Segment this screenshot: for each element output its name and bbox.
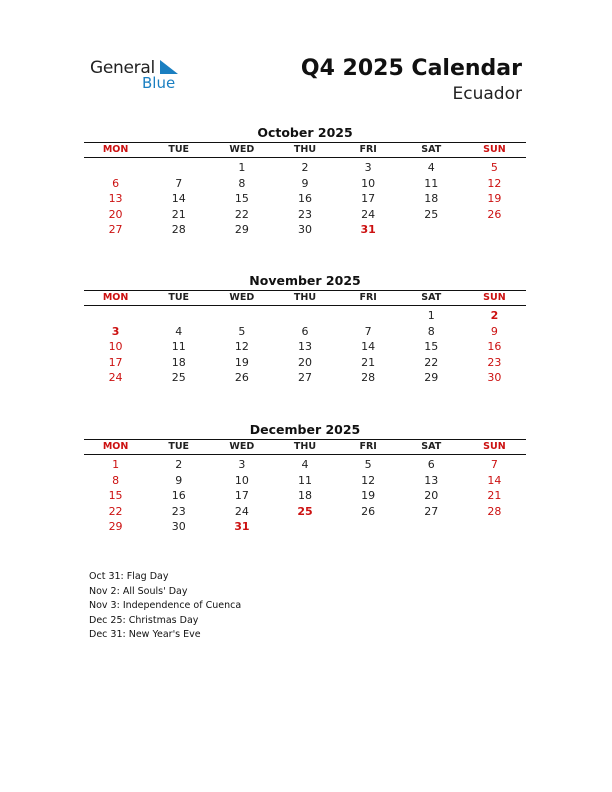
day-cell: 4 [427, 161, 435, 174]
empty-cell [273, 308, 336, 324]
day-cell: 18 [297, 489, 312, 503]
day-cell: 8 [238, 176, 246, 190]
day-cell: 14 [487, 473, 502, 487]
holiday-item: Nov 2: All Souls' Day [89, 585, 188, 597]
day-cell: 28 [171, 223, 186, 237]
weekday-label: FRI [359, 292, 377, 303]
day-cell: 10 [361, 176, 376, 190]
day-cell: 9 [490, 324, 498, 338]
day-cell: 1 [427, 309, 435, 322]
day-cell: 20 [297, 355, 312, 369]
day-cell: 18 [424, 192, 439, 206]
empty-cell [337, 308, 400, 324]
weekday-label: THU [293, 441, 317, 452]
day-cell: 30 [171, 520, 186, 534]
day-cell: 12 [487, 176, 502, 190]
day-cell: 23 [487, 355, 502, 369]
weekday-label: SUN [483, 441, 506, 452]
month-october [84, 125, 526, 238]
day-cell: 27 [297, 371, 312, 385]
weekday-label: THU [293, 292, 317, 303]
day-cell: 14 [361, 340, 376, 354]
day-cell: 8 [427, 324, 435, 338]
day-cell: 3 [238, 458, 246, 471]
day-cell: 10 [108, 340, 123, 354]
day-cell: 7 [175, 176, 183, 190]
day-cell: 9 [175, 473, 183, 487]
day-cell: 26 [487, 207, 502, 221]
day-cell: 6 [301, 324, 309, 338]
day-cell: 6 [112, 176, 120, 190]
day-cell: 31 [360, 223, 376, 237]
holiday-item: Nov 3: Independence of Cuenca [89, 600, 242, 611]
day-cell: 19 [487, 192, 502, 206]
day-cell: 25 [297, 504, 313, 518]
day-cell: 23 [171, 504, 186, 518]
day-cell: 4 [175, 324, 183, 338]
empty-cell [147, 160, 210, 176]
holiday-item: Oct 31: Flag Day [89, 571, 169, 582]
day-cell: 21 [361, 355, 376, 369]
day-cell: 27 [108, 223, 123, 237]
logo-triangle-icon [158, 60, 178, 74]
country-name: Ecuador [452, 84, 522, 104]
empty-cell [84, 308, 147, 324]
day-cell: 11 [171, 340, 186, 354]
day-cell: 17 [234, 489, 249, 503]
holiday-list [89, 570, 241, 643]
day-cell: 1 [112, 458, 120, 471]
day-cell: 26 [234, 371, 249, 385]
day-cell: 8 [112, 473, 120, 487]
day-cell: 15 [108, 489, 123, 503]
weekday-label: SAT [421, 292, 442, 303]
weekday-label: WED [229, 144, 255, 155]
weekday-label: THU [293, 144, 317, 155]
day-cell: 3 [364, 161, 372, 174]
day-cell: 16 [487, 340, 502, 354]
day-cell: 15 [234, 192, 249, 206]
weekday-header [84, 291, 526, 306]
month-title: October 2025 [257, 125, 353, 140]
day-cell: 5 [364, 458, 372, 471]
weekday-label: TUE [168, 292, 190, 303]
logo-general-text: General [90, 58, 155, 78]
day-cell: 5 [490, 161, 498, 174]
day-cell: 14 [171, 192, 186, 206]
day-cell: 4 [301, 458, 309, 471]
weekday-label: TUE [168, 441, 190, 452]
empty-cell [147, 308, 210, 324]
month-title: December 2025 [249, 422, 361, 437]
weekday-label: SUN [483, 292, 506, 303]
holiday-item: Dec 25: Christmas Day [89, 614, 199, 626]
day-cell: 29 [234, 223, 249, 237]
day-cell: 30 [297, 223, 312, 237]
day-cell: 19 [234, 355, 249, 369]
day-cell: 20 [108, 207, 123, 221]
day-cell: 18 [171, 355, 186, 369]
weekday-header [84, 143, 526, 158]
day-cell: 28 [361, 371, 376, 385]
day-cell: 11 [297, 473, 312, 487]
day-cell: 16 [171, 489, 186, 503]
logo [90, 56, 190, 92]
day-cell: 29 [424, 371, 439, 385]
logo-blue-text: Blue [142, 74, 176, 92]
weekday-label: SUN [483, 144, 506, 155]
day-cell: 20 [424, 489, 439, 503]
day-cell: 13 [108, 192, 123, 206]
weekday-label: SAT [421, 144, 442, 155]
day-cell: 15 [424, 340, 439, 354]
day-cell: 31 [234, 520, 250, 534]
day-cell: 25 [424, 207, 439, 221]
weekday-label: FRI [359, 441, 377, 452]
day-grid [84, 160, 526, 238]
day-cell: 28 [487, 504, 502, 518]
day-cell: 17 [108, 355, 123, 369]
weekday-label: SAT [421, 441, 442, 452]
day-grid [84, 308, 526, 386]
day-cell: 22 [424, 355, 439, 369]
day-cell: 26 [361, 504, 376, 518]
holiday-item: Dec 31: New Year's Eve [89, 629, 201, 640]
weekday-label: WED [229, 441, 255, 452]
day-grid [84, 457, 526, 535]
day-cell: 27 [424, 504, 439, 518]
day-cell: 22 [108, 504, 123, 518]
day-cell: 23 [297, 207, 312, 221]
month-november [84, 273, 526, 386]
day-cell: 29 [108, 520, 123, 534]
weekday-label: MON [102, 144, 129, 155]
day-cell: 24 [234, 504, 249, 518]
day-cell: 13 [424, 473, 439, 487]
day-cell: 24 [361, 207, 376, 221]
day-cell: 21 [171, 207, 186, 221]
day-cell: 24 [108, 371, 123, 385]
day-cell: 3 [111, 324, 120, 338]
day-cell: 21 [487, 489, 502, 503]
day-cell: 1 [238, 161, 246, 174]
day-cell: 9 [301, 176, 309, 190]
day-cell: 11 [424, 176, 439, 190]
day-cell: 7 [490, 458, 498, 471]
month-december [84, 422, 526, 535]
empty-cell [210, 308, 273, 324]
month-title: November 2025 [249, 273, 361, 288]
weekday-label: TUE [168, 144, 190, 155]
day-cell: 12 [361, 473, 376, 487]
day-cell: 10 [234, 473, 249, 487]
weekday-label: MON [102, 441, 129, 452]
day-cell: 5 [238, 324, 246, 338]
empty-cell [84, 160, 147, 176]
day-cell: 16 [297, 192, 312, 206]
day-cell: 7 [364, 324, 372, 338]
weekday-label: WED [229, 292, 255, 303]
weekday-label: MON [102, 292, 129, 303]
day-cell: 6 [427, 458, 435, 471]
day-cell: 30 [487, 371, 502, 385]
day-cell: 2 [175, 458, 183, 471]
weekday-label: FRI [359, 144, 377, 155]
day-cell: 13 [297, 340, 312, 354]
day-cell: 2 [490, 309, 499, 322]
day-cell: 25 [171, 371, 186, 385]
day-cell: 22 [234, 207, 249, 221]
day-cell: 12 [234, 340, 249, 354]
weekday-header [84, 440, 526, 455]
day-cell: 2 [301, 161, 309, 174]
page-title: Q4 2025 Calendar [300, 56, 522, 81]
day-cell: 19 [361, 489, 376, 503]
day-cell: 17 [361, 192, 376, 206]
